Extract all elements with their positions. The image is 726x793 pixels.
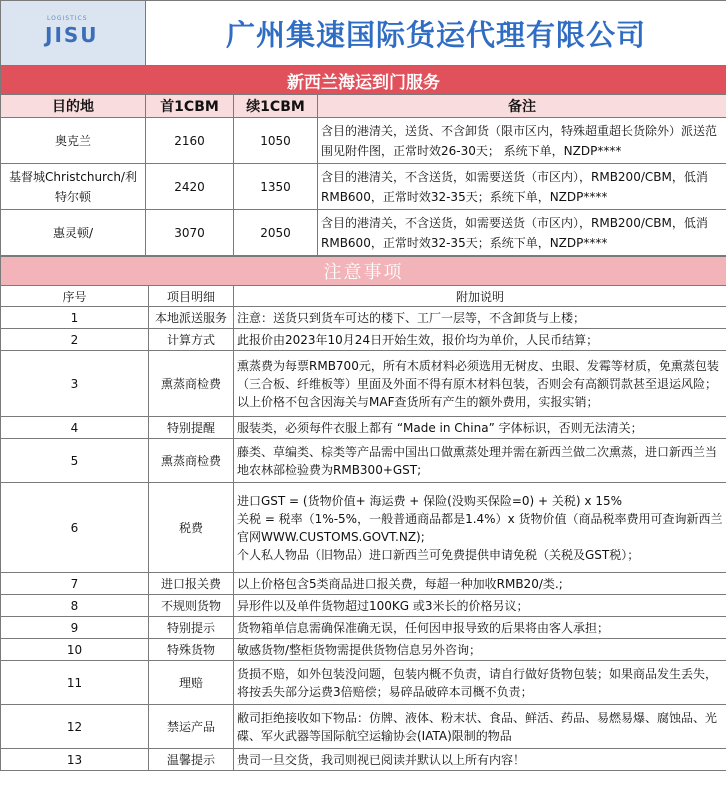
tax-line: 关税 = 税率（1%-5%，一般普通商品都是1.4%）x 货物价值（商品税率费用可查询新西兰官网WWW.CUSTOMS.GOVT.NZ); [237,511,723,544]
column-header-no: 序号 [1,286,149,307]
notice-row [1,439,726,483]
notice-item: 进口报关费 [149,573,234,595]
notice-no: 9 [1,617,149,639]
notice-title: 注意事项 [1,257,726,286]
notice-no: 4 [1,417,149,439]
notice-desc: 敏感货物/整柜货物需提供货物信息另外咨询； [234,639,726,661]
rate-extra-cbm: 1350 [234,164,318,210]
notice-desc: 以上价格包含5类商品进口报关费，每超一种加收RMB20/类.; [234,573,726,595]
tax-line: 进口GST = (货物价值+ 海运费 + 保险(没购买保险=0) + 关税) x 15% [237,493,622,508]
notice-row [1,573,726,595]
notice-row [1,483,726,573]
rate-table [0,0,726,256]
notice-row [1,639,726,661]
rate-remark: 含目的港清关，送货、不含卸货（限市区内，特殊超重超长货除外）派送范围见附件图，正常时效26-30天； 系统下单，NZDP**** [318,118,726,164]
notice-no: 1 [1,307,149,329]
logo-tagline: LOGISTICS [47,15,88,22]
company-logo [33,11,113,51]
notice-no: 2 [1,329,149,351]
rate-row [1,210,726,256]
rate-first-cbm: 3070 [146,210,234,256]
rate-destination: 基督城Christchurch/利特尔顿 [1,164,146,210]
notice-desc: 货物箱单信息需确保准确无误，任何因申报导致的后果将由客人承担； [234,617,726,639]
column-header-remarks: 备注 [318,95,726,118]
column-header-destination: 目的地 [1,95,146,118]
rate-first-cbm: 2160 [146,118,234,164]
notice-row [1,329,726,351]
notice-desc [234,483,726,573]
notice-desc: 服装类，必须每件衣服上都有 “Made in China” 字体标识，否则无法清关； [234,417,726,439]
notice-desc: 敝司拒绝接收如下物品：仿牌、液体、粉末状、食品、鲜活、药品、易燃易爆、腐蚀品、光碟、军火武器等国际航空运输协会(IATA)限制的物品 [234,705,726,749]
logo-wordmark: JISU [45,23,99,47]
notice-desc: 注意：送货只到货车可达的楼下、工厂一层等，不含卸货与上楼； [234,307,726,329]
notice-no: 5 [1,439,149,483]
column-header-first-cbm: 首1CBM [146,95,234,118]
notice-no: 6 [1,483,149,573]
service-title: 新西兰海运到门服务 [1,66,726,95]
column-header-item: 项目明细 [149,286,234,307]
notice-row [1,307,726,329]
notice-no: 3 [1,351,149,417]
notice-item: 特别提示 [149,617,234,639]
rate-extra-cbm: 1050 [234,118,318,164]
rate-row [1,118,726,164]
notice-no: 12 [1,705,149,749]
notice-no: 7 [1,573,149,595]
rate-destination: 奥克兰 [1,118,146,164]
notice-row [1,417,726,439]
logo-cell [1,1,146,66]
rate-extra-cbm: 2050 [234,210,318,256]
notice-item: 熏蒸商检费 [149,439,234,483]
column-header-desc: 附加说明 [234,286,726,307]
notice-row [1,661,726,705]
notice-item: 理赔 [149,661,234,705]
notice-desc: 此报价由2023年10月24日开始生效，报价均为单价，人民币结算； [234,329,726,351]
notice-no: 11 [1,661,149,705]
column-header-extra-cbm: 续1CBM [234,95,318,118]
notice-item: 本地派送服务 [149,307,234,329]
notice-row [1,749,726,771]
notice-item: 不规则货物 [149,595,234,617]
notice-table [0,256,726,771]
rate-remark: 含目的港清关，不含送货，如需要送货（市区内），RMB200/CBM，低消RMB600，正常时效32-35天；系统下单，NZDP**** [318,164,726,210]
notice-row [1,595,726,617]
company-name: 广州集速国际货运代理有限公司 [146,1,726,66]
notice-desc: 藤类、草编类、棕类等产品需中国出口做熏蒸处理并需在新西兰做二次熏蒸，进口新西兰当地农林部检验费为RMB300+GST; [234,439,726,483]
notice-row [1,351,726,417]
notice-no: 10 [1,639,149,661]
notice-desc: 熏蒸费为每票RMB700元，所有木质材料必须选用无树皮、虫眼、发霉等材质，免熏蒸包装（三合板、纤维板等）里面及外面不得有原木材料包装，否则会有高额罚款甚至退运风险；以上价格不包含因海关与MAF查货所有产生的额外费用，实报实销； [234,351,726,417]
notice-no: 8 [1,595,149,617]
notice-item: 税费 [149,483,234,573]
notice-item: 特别提醒 [149,417,234,439]
notice-item: 禁运产品 [149,705,234,749]
rate-remark: 含目的港清关，不含送货，如需要送货（市区内），RMB200/CBM，低消RMB600，正常时效32-35天；系统下单，NZDP**** [318,210,726,256]
notice-desc: 贵司一旦交货，我司则视已阅读并默认以上所有内容！ [234,749,726,771]
notice-item: 温馨提示 [149,749,234,771]
rate-destination: 惠灵顿/ [1,210,146,256]
notice-desc: 货损不赔，如外包装没问题，包装内概不负责，请自行做好货物包装；如果商品发生丢失，将按丢失部分运费3倍赔偿；易碎品破碎本司概不负责； [234,661,726,705]
rate-row [1,164,726,210]
notice-item: 特殊货物 [149,639,234,661]
notice-desc: 异形件以及单件货物超过100KG 或3米长的价格另议； [234,595,726,617]
notice-item: 计算方式 [149,329,234,351]
notice-row [1,705,726,749]
tax-line: 个人私人物品（旧物品）进口新西兰可免费提供申请免税（关税及GST税）； [237,547,640,562]
rate-first-cbm: 2420 [146,164,234,210]
notice-row [1,617,726,639]
notice-no: 13 [1,749,149,771]
notice-item: 熏蒸商检费 [149,351,234,417]
